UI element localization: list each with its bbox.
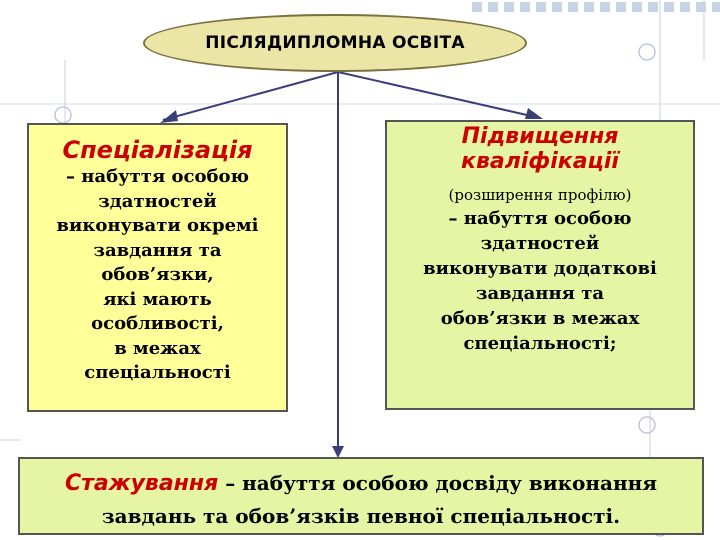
specialization-box	[27, 123, 288, 412]
qualification-note: (розширення профілю)	[448, 186, 632, 204]
root-node	[143, 14, 527, 72]
qualification-title-line2: кваліфікації	[461, 149, 619, 174]
root-label: ПІСЛЯДИПЛОМНА ОСВІТА	[205, 33, 465, 53]
internship-line-1	[20, 467, 702, 500]
internship-description-part2: завдань та обов’язків певної спеціальності.	[101, 504, 621, 528]
qualification-description: – набуття особою здатностей виконувати додаткові завдання та обов’язки в межах спеціальності;	[423, 208, 657, 354]
internship-title: Стажування	[64, 471, 219, 496]
qualification-title-line1: Підвищення	[461, 124, 619, 149]
specialization-title: Спеціалізація	[62, 136, 253, 164]
qualification-box	[385, 120, 695, 410]
internship-box	[18, 457, 704, 535]
internship-description-part1: – набуття особою досвіду виконання	[218, 471, 658, 495]
checker-strip-decoration	[467, 0, 720, 14]
specialization-description: – набуття особою здатностей виконувати окремі завдання та обов’язки, які мають особливості, в межах спеціальності	[56, 166, 259, 383]
